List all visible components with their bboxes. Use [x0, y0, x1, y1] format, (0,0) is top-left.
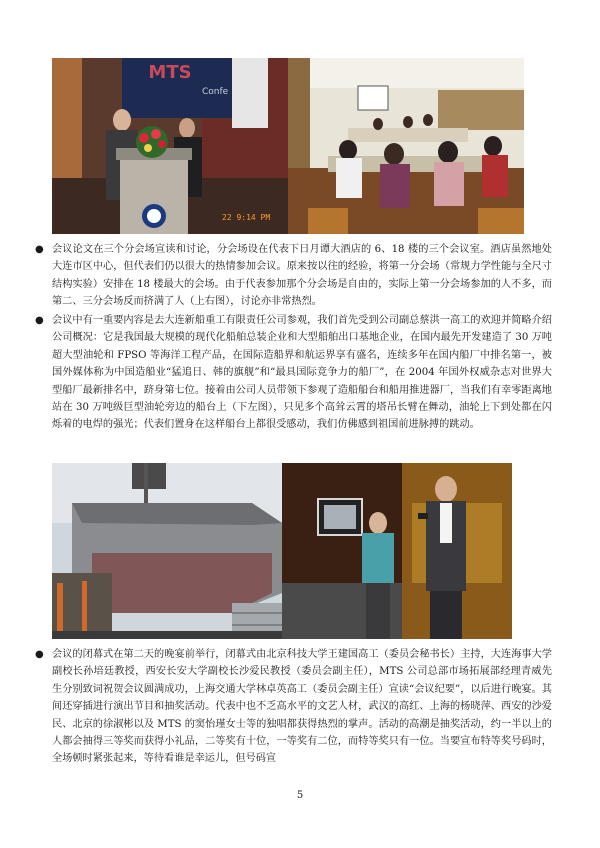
paragraph-text: 会议论文在三个分会场宣读和讨论，分会场设在代表下日月谭大酒店的 6、18 楼的三个会议室。酒店虽然地处大连市区中心，但代表们仍以很大的热情参加会议。原来按以往的经验，将第一分会场（常规力学性能与全尺寸结构实验）安排在 18 楼最大的会场。由于代表参加那个分会场是自由的，实际上第一分会场参加的人不多，而第二、三分会场反而挤满了人（上右图），讨论亦非常热烈。	[52, 244, 552, 308]
photo-timestamp: 22 9:14 PM	[222, 213, 271, 222]
photo-speaker-podium	[52, 58, 288, 234]
banner-text: MTS	[148, 62, 192, 83]
paragraph-sessions	[35, 241, 552, 311]
banner-subtext: Confe	[202, 87, 229, 97]
photo-award-ceremony	[282, 463, 512, 639]
bullet-marker: ●	[35, 315, 44, 326]
photo-ship-drydock	[52, 463, 284, 639]
paragraph-shipyard-visit	[35, 312, 552, 434]
bullet-marker: ●	[35, 649, 44, 660]
paragraph-text: 会议的闭幕式在第二天的晚宴前举行，闭幕式由北京科技大学王建国高工（委员会秘书长）主持，大连海事大学副校长孙培廷教授，西安长安大学副校长沙爱民教授（委员会副主任），MTS 公司总部市场拓展部经理青威先生分别致词祝贺会议圆满成功，上海交通大学林卓英高工（委员会副主任）宣读“会议纪要”，以后进行晚宴。其间还穿插进行演出节目和抽奖活动。代表中也不乏高水平的文艺人材，武汉的高红、上海的杨晓萍、西安的沙爱民、北京的徐淑彬以及 MTS 的窦怡瑾女士等的独唱都获得热烈的掌声。活动的高潮是抽奖活动，约一半以上的人都会抽得三等奖而获得小礼品，二等奖有十位，一等奖有二位，而特等奖只有一位。当要宣布特等奖号码时，全场顿时紧张起来，等待看谁是幸运儿，但号码宣	[52, 649, 552, 765]
page-number: 5	[296, 790, 304, 801]
paragraph-text: 会议中有一重要内容是去大连新船重工有限责任公司参观，我们首先受到公司副总蔡洪一高工的欢迎并简略介绍公司概况：它是我国最大规模的现代化船舶总装企业和大型船舶出口基地企业，在国内最先开发建造了 30 万吨超大型油轮和 FPSO 等海洋工程产品，在国际造船界和航运界享有盛名，连续多年在国内船厂中排名第一，被国外媒体称为中国造船业“猛追日、韩的旗舰”和“最具国际竞争力的船厂”，在 2004 年国外权威杂志对世界大型船厂最新排名中，跻身第七位。接着由公司人员带领下参观了造船船台和船用推进器厂，当我们有幸零距离地站在 30 万吨级巨型油轮旁边的船台上（下左图），只见多个高耸云霄的塔吊长臂在舞动，油轮上下到处都在闪烁着的电焊的强光；代表们置身在这样船台上都很受感动，我们仿佛感到祖国前进脉搏的跳动。	[52, 315, 552, 431]
photo-conference-room	[288, 58, 524, 234]
paragraph-closing-ceremony	[35, 646, 552, 768]
bullet-marker: ●	[35, 244, 44, 255]
